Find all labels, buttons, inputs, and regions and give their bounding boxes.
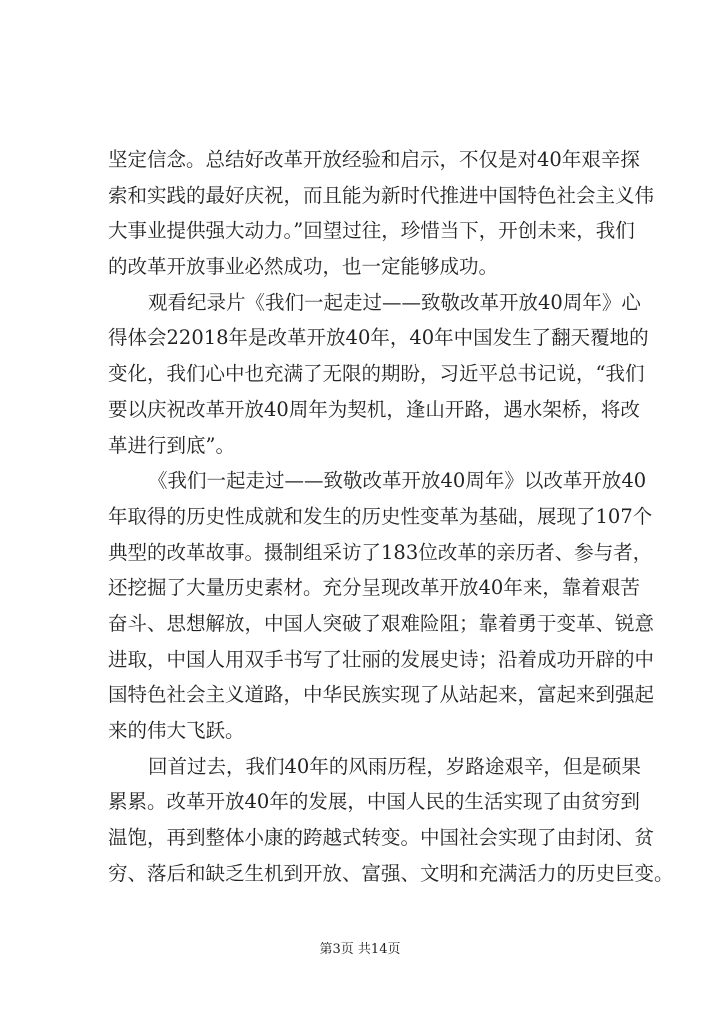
- paragraph-2: [108, 285, 649, 463]
- text-line: 《我们一起走过——致敬改革开放40周年》以改革开放40: [148, 469, 647, 493]
- text-line: 温饱，再到整体小康的跨越式转变。中国社会实现了由封闭、贫: [108, 826, 655, 850]
- text-line: 要以庆祝改革开放40周年为契机，逢山开路，遇水架桥，将改: [108, 397, 640, 421]
- text-line: 变化，我们心中也充满了无限的期盼，习近平总书记说，“我们: [108, 362, 645, 386]
- text-line: 国特色社会主义道路，中华民族实现了从站起来，富起来到强起: [108, 683, 655, 707]
- text-line: 进取，中国人用双手书写了壮丽的发展史诗；沿着成功开辟的中: [108, 647, 655, 671]
- text-line: 革进行到底”。: [108, 433, 235, 457]
- text-line: 来的伟大飞跃。: [108, 719, 245, 742]
- text-line: 回首过去，我们40年的风雨历程，岁路途艰辛，但是硕果: [148, 754, 641, 778]
- text-line: 年取得的历史性成就和发生的历史性变革为基础，展现了107个: [108, 504, 653, 528]
- page-number: 第3页 共14页: [319, 942, 401, 957]
- text-line: 还挖掘了大量历史素材。充分呈现改革开放40年来，靠着艰苦: [108, 576, 640, 600]
- text-line: 穷、落后和缺乏生机到开放、富强、文明和充满活力的历史巨变。: [108, 861, 674, 885]
- text-line: 大事业提供强大动力。”回望过往，珍惜当下，开创未来，我们: [108, 219, 635, 243]
- text-line: 得体会22018年是改革开放40年，40年中国发生了翻天覆地的: [108, 326, 649, 350]
- text-line: 索和实践的最好庆祝，而且能为新时代推进中国特色社会主义伟: [108, 183, 655, 207]
- paragraph-3: [108, 463, 655, 749]
- text-line: 的改革开放事业必然成功，也一定能够成功。: [108, 255, 499, 279]
- text-line: 奋斗、思想解放，中国人突破了艰难险阻；靠着勇于变革、锐意: [108, 611, 655, 635]
- text-line: 坚定信念。总结好改革开放经验和启示，不仅是对40年艰辛探: [108, 148, 640, 171]
- paragraph-1: [108, 142, 655, 285]
- paragraph-4: [108, 749, 674, 892]
- text-line: 典型的改革故事。摄制组采访了183位改革的亲历者、参与者，: [108, 540, 653, 564]
- document-body: [108, 142, 674, 891]
- text-line: 累累。改革开放40年的发展，中国人民的生活实现了由贫穷到: [108, 790, 640, 814]
- text-line: 观看纪录片《我们一起走过——致敬改革开放40周年》心: [148, 290, 641, 314]
